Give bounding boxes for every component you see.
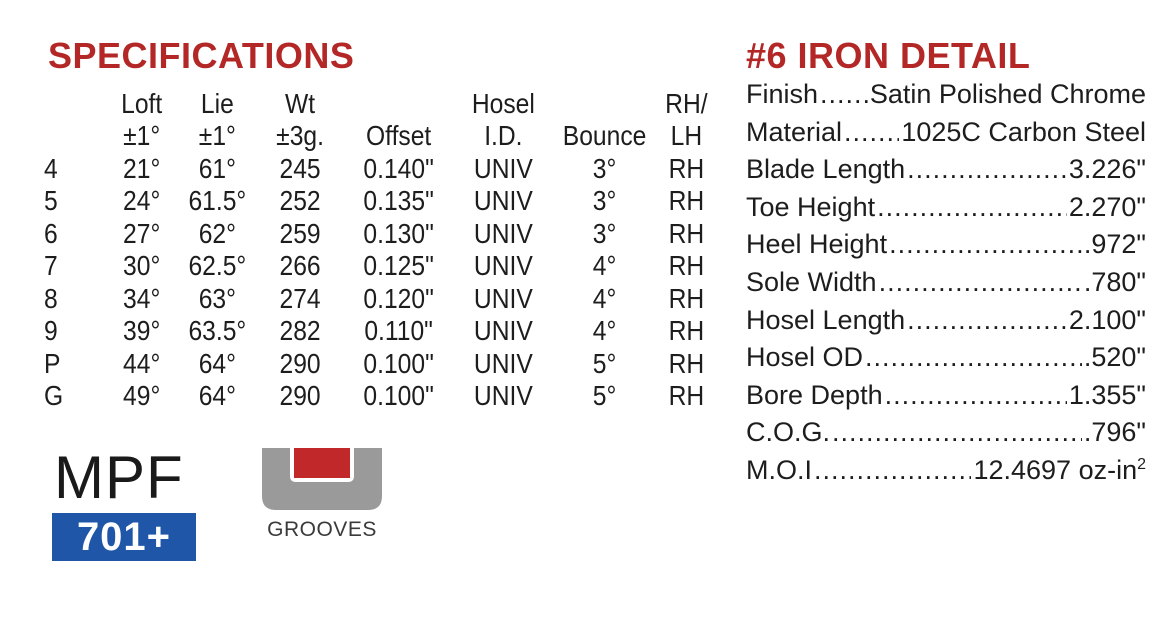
table-cell: UNIV (473, 380, 533, 411)
dot-leader (814, 452, 971, 490)
table-cell: RH (668, 315, 705, 346)
detail-value: 2.100" (1068, 304, 1146, 335)
table-cell: 0.100" (363, 347, 434, 379)
table-cell: G (44, 380, 64, 411)
table-row (44, 282, 715, 315)
table-cell: 61.5° (188, 185, 247, 216)
table-cell: 290 (279, 380, 321, 411)
table-cell: 0.100" (363, 380, 434, 411)
detail-row-sole-width (746, 264, 1146, 302)
table-cell: 63° (198, 282, 236, 314)
table-cell: 62.5° (188, 250, 247, 281)
table-row (44, 217, 715, 250)
table-cell: RH (668, 250, 705, 281)
table-cell: 266 (279, 250, 321, 281)
detail-label: Toe Height (746, 191, 876, 222)
detail-row-heel-height (746, 226, 1146, 264)
table-cell: 4° (592, 315, 617, 346)
detail-row-moi (746, 452, 1146, 490)
detail-value: 3.226" (1068, 154, 1146, 185)
table-row (44, 185, 715, 218)
table-cell: 24° (123, 185, 161, 216)
detail-row-hosel-length (746, 302, 1146, 340)
table-cell: 5 (44, 185, 58, 216)
table-cell: 27° (123, 217, 161, 249)
mpf-rating-badge: 701+ (52, 513, 196, 561)
table-cell: RH (668, 185, 705, 216)
table-cell: 4 (44, 152, 58, 184)
detail-label: Bore Depth (746, 379, 883, 410)
dot-leader (885, 377, 1067, 415)
table-row (44, 152, 715, 185)
table-cell: 5° (592, 347, 617, 379)
table-cell: 44° (123, 347, 161, 379)
table-row (44, 347, 715, 380)
table-cell: UNIV (473, 315, 533, 346)
dot-leader (877, 189, 1067, 227)
detail-label: M.O.I (746, 454, 812, 485)
table-cell: 34° (123, 282, 161, 314)
detail-value: .972" (1083, 229, 1146, 260)
specifications-table (44, 88, 715, 412)
table-cell: 3° (592, 217, 617, 249)
table-cell: 0.135" (363, 185, 434, 216)
table-row (44, 250, 715, 283)
detail-row-hosel-od (746, 339, 1146, 377)
table-cell: 62° (198, 217, 236, 249)
table-cell: 0.140" (363, 152, 434, 184)
dot-leader (865, 339, 1082, 377)
column-header-loft: Loft ±1° (121, 88, 163, 151)
table-cell: 3° (592, 185, 617, 216)
detail-value: 1025C Carbon Steel (901, 116, 1146, 147)
table-cell: RH (668, 347, 705, 379)
table-cell: RH (668, 282, 705, 314)
column-header-hosel-id: Hosel I.D. (471, 88, 535, 151)
table-cell: 39° (123, 315, 161, 346)
detail-label: Heel Height (746, 229, 888, 260)
table-cell: UNIV (473, 347, 533, 379)
detail-label: C.O.G. (746, 417, 831, 448)
dot-leader (832, 414, 1082, 452)
detail-row-blade-length (746, 151, 1146, 189)
detail-label: Blade Length (746, 154, 906, 185)
detail-label: Hosel OD (746, 342, 864, 373)
column-header-weight: Wt ±3g. (276, 88, 324, 151)
detail-label: Material (746, 116, 843, 147)
table-cell: 64° (198, 380, 236, 411)
detail-value: .780" (1083, 266, 1146, 297)
table-cell: RH (668, 380, 705, 411)
table-cell: 252 (279, 185, 321, 216)
table-cell: 30° (123, 250, 161, 281)
detail-value: Satin Polished Chrome (869, 79, 1146, 109)
column-header-offset: Offset (365, 120, 432, 151)
column-header-hand: RH/ LH (665, 88, 708, 151)
table-cell: 290 (279, 347, 321, 379)
table-cell: 8 (44, 282, 58, 314)
iron-detail-list (746, 76, 1146, 490)
table-cell: 64° (198, 347, 236, 379)
table-cell: UNIV (473, 250, 533, 281)
table-cell: 0.125" (363, 250, 434, 281)
table-cell: UNIV (473, 217, 533, 249)
table-cell: 259 (279, 217, 321, 249)
detail-row-finish (746, 76, 1146, 114)
detail-value: 2.270" (1068, 191, 1146, 222)
detail-value: 12.4697 $oz-in^2$ (973, 454, 1146, 485)
detail-label: Sole Width (746, 266, 877, 297)
table-cell: P (44, 347, 61, 379)
table-row (44, 380, 715, 413)
dot-leader (889, 226, 1082, 264)
table-row (44, 315, 715, 348)
table-cell: RH (668, 152, 705, 184)
dot-leader (907, 302, 1067, 340)
detail-value: .796" (1083, 417, 1146, 448)
mpf-logo-text: MPF (54, 444, 184, 511)
table-cell: UNIV (473, 185, 533, 216)
dot-leader (879, 264, 1082, 302)
u-grooves-icon (262, 448, 382, 510)
grooves-label: GROOVES (267, 518, 377, 541)
table-cell: 245 (279, 152, 321, 184)
table-cell: 282 (279, 315, 321, 346)
dot-leader (844, 114, 899, 152)
specifications-title: SPECIFICATIONS (48, 35, 355, 76)
table-cell: 274 (279, 282, 321, 314)
table-cell: RH (668, 217, 705, 249)
table-cell: 49° (123, 380, 161, 411)
detail-row-cog (746, 414, 1146, 452)
table-cell: 0.110" (364, 315, 433, 346)
iron-detail-title: #6 IRON DETAIL (746, 35, 1031, 76)
table-cell: 5° (592, 380, 617, 411)
table-cell: 4° (592, 250, 617, 281)
dot-leader (907, 151, 1067, 189)
detail-value-superscript: 2 (1137, 455, 1146, 473)
table-cell: UNIV (473, 282, 533, 314)
table-cell: 0.120" (363, 282, 434, 314)
detail-value: 1.355" (1068, 379, 1146, 410)
column-header-club (44, 88, 107, 152)
detail-value: .520" (1083, 342, 1146, 373)
column-header-lie: Lie ±1° (198, 88, 236, 151)
column-header-bounce: Bounce (562, 120, 647, 151)
table-cell: 6 (44, 217, 58, 249)
table-cell: 63.5° (188, 315, 247, 346)
table-cell: 3° (592, 152, 617, 184)
dot-leader (820, 76, 868, 114)
table-cell: 0.130" (363, 217, 434, 249)
table-cell: UNIV (473, 152, 533, 184)
detail-row-toe-height (746, 189, 1146, 227)
table-cell: 4° (592, 282, 617, 314)
table-header-row (44, 88, 715, 152)
table-cell: 21° (123, 152, 161, 184)
table-cell: 61° (198, 152, 236, 184)
table-cell: 7 (44, 250, 58, 281)
detail-row-material (746, 114, 1146, 152)
detail-label: Finish (746, 79, 819, 109)
detail-row-bore-depth (746, 377, 1146, 415)
table-cell: 9 (44, 315, 58, 346)
detail-label: Hosel Length (746, 304, 906, 335)
